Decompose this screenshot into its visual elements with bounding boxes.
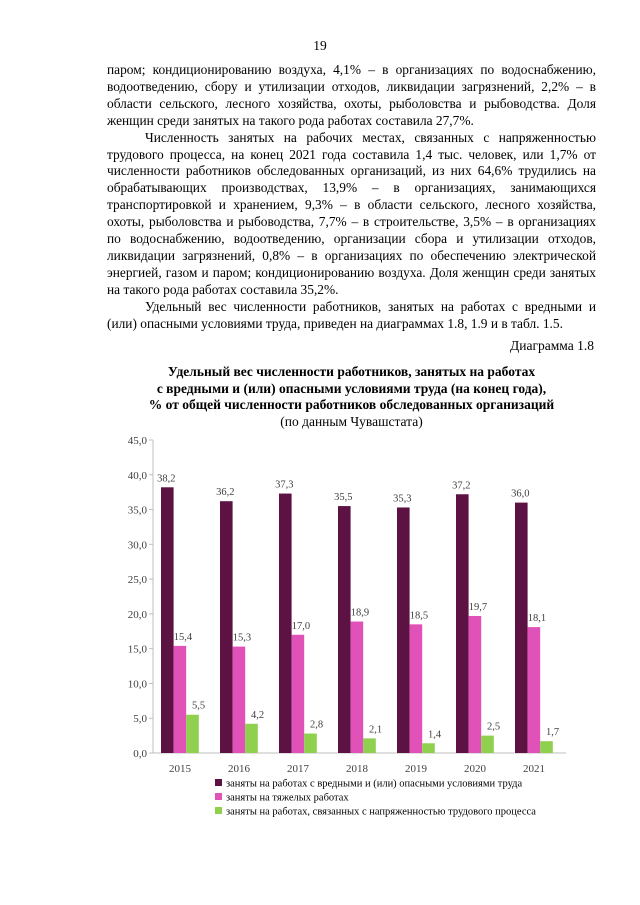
data-label: 38,2	[157, 473, 176, 485]
data-label: 18,1	[527, 613, 547, 625]
data-label: 15,3	[232, 632, 252, 644]
legend-label: заняты на тяжелых работах	[226, 792, 349, 804]
y-tick-label: 45,0	[127, 435, 147, 447]
bar	[515, 503, 528, 753]
bar	[186, 715, 199, 753]
data-label: 17,0	[291, 620, 311, 632]
legend-label: заняты на работах, связанных с напряженностью трудового процесса	[226, 806, 536, 818]
y-tick-label: 25,0	[127, 574, 147, 587]
bar	[397, 507, 410, 753]
y-tick-label: 5,0	[133, 713, 147, 726]
paragraph-1: паром; кондиционированию воздуха, 4,1% – в организациях по водоснабжению, водоотведению, сбору и утилизации отходов, ликвидации загрязнений, 2,2% – в области сельского, лесного хозяйства, охоты, рыболовства и рыбоводства. Доля женщин среди занятых на такого рода работах составила 27,7%.	[107, 62, 596, 128]
data-label: 36,2	[216, 487, 235, 499]
bar	[456, 494, 469, 753]
legend-label: заняты на работах с вредными и (или) опасными условиями труда	[226, 778, 523, 790]
bar	[292, 635, 305, 753]
x-tick-label: 2019	[405, 763, 427, 775]
data-label: 15,4	[173, 631, 193, 643]
chart-title-line-3: % от общей численности работников обследованных организаций	[148, 397, 555, 412]
data-label: 1,4	[427, 729, 442, 741]
data-label: 2,8	[309, 719, 324, 731]
y-tick-label: 20,0	[127, 608, 147, 621]
data-label: 18,5	[409, 610, 429, 622]
x-tick-label: 2021	[523, 763, 545, 775]
x-tick-label: 2017	[287, 763, 309, 775]
data-label: 2,5	[486, 721, 501, 733]
bar	[161, 487, 174, 753]
data-label: 4,2	[250, 709, 265, 721]
bar	[338, 506, 351, 753]
data-label: 19,7	[468, 601, 488, 613]
bar	[422, 743, 435, 753]
data-label: 35,5	[334, 492, 353, 504]
bar	[481, 736, 494, 753]
y-tick-label: 0,0	[133, 748, 147, 760]
paragraph-2: Численность занятых на рабочих местах, связанных с напряженностью трудового процесса, на конец 2021 года составила 1,4 тыс. человек, или 1,7% от численности работников обследованных организаций, из них 64,6% трудились на обрабатывающих производствах, 13,9% – в организациях, занимающихся транспортировкой и хранением, 9,3% – в области сельского, лесного хозяйства, охоты, рыболовства и рыбоводства, 7,7% – в строительстве, 3,5% – в организациях по водоснабжению, водоотведению, организации сбора и утилизации отходов, ликвидации загрязнений, 0,8% – в организациях по обеспечению электрической энергией, газом и паром; кондиционированию воздуха. Доля женщин среди занятых на такого рода работах составила 35,2%.	[107, 129, 596, 297]
data-label: 36,0	[511, 488, 530, 500]
bar	[410, 624, 423, 753]
y-tick-label: 30,0	[127, 539, 147, 552]
bar	[220, 501, 233, 753]
y-tick-label: 15,0	[127, 643, 147, 656]
data-label: 35,3	[393, 493, 412, 505]
chart-subtitle: (по данным Чувашстата)	[280, 413, 423, 429]
bar	[528, 627, 541, 753]
y-tick-label: 40,0	[127, 469, 147, 482]
y-tick-label: 35,0	[127, 504, 147, 517]
bar	[279, 494, 292, 753]
bar	[469, 616, 482, 753]
x-tick-label: 2015	[169, 763, 191, 775]
data-label: 37,3	[275, 479, 294, 491]
bar	[304, 734, 317, 753]
x-tick-label: 2020	[464, 763, 486, 775]
chart-title-line-1: Удельный вес численности работников, занятых на работах	[167, 364, 536, 379]
data-label: 18,9	[350, 607, 370, 619]
bar	[351, 622, 364, 753]
data-label: 1,7	[545, 727, 560, 739]
bar	[363, 738, 376, 753]
legend-swatch	[215, 779, 222, 786]
data-label: 5,5	[191, 700, 206, 712]
legend-swatch	[215, 807, 222, 814]
bar	[540, 741, 553, 753]
x-tick-label: 2016	[228, 763, 250, 775]
x-tick-label: 2018	[346, 763, 368, 775]
bar	[174, 646, 187, 753]
y-tick-label: 10,0	[127, 678, 147, 691]
bar	[233, 647, 246, 753]
data-label: 2,1	[368, 724, 383, 736]
diagram-caption: Диаграмма 1.8	[510, 338, 594, 353]
bar	[245, 724, 258, 753]
data-label: 37,2	[452, 480, 471, 492]
paragraph-3: Удельный вес численности работников, занятых на работах с вредными и (или) опасными условиями труда, приведен на диаграммах 1.8, 1.9 и в табл. 1.5.	[107, 298, 596, 331]
page-number: 19	[313, 38, 327, 53]
chart-title-line-2: с вредными и (или) опасными условиями труда (на конец года),	[156, 380, 547, 396]
legend-swatch	[215, 793, 222, 800]
